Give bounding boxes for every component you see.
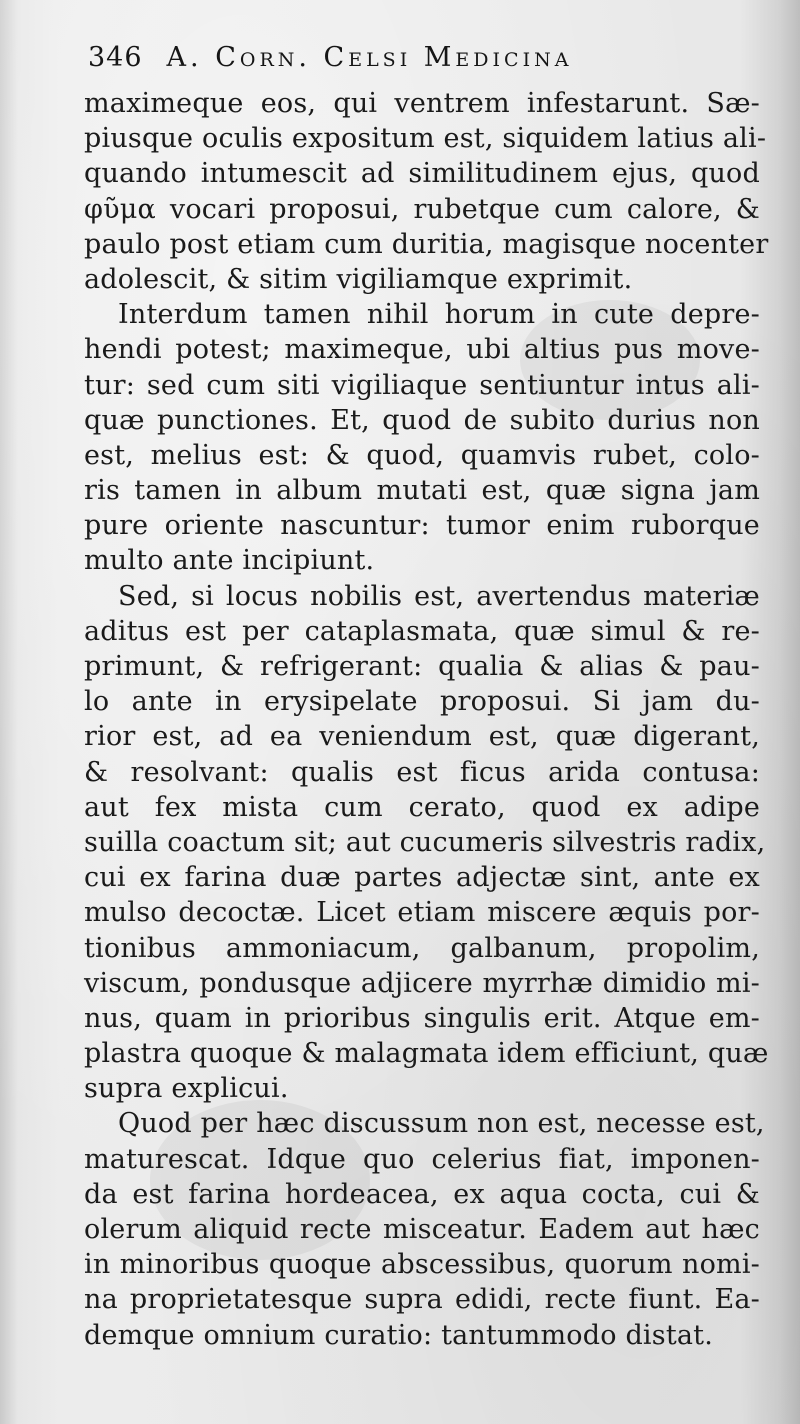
paragraph bbox=[84, 579, 769, 1107]
text-line: & resolvant: qualis est ficus arida contusa: bbox=[84, 756, 760, 788]
text-line: paulo post etiam cum duritia, magisque nocenter bbox=[84, 228, 769, 260]
page-number: 346 bbox=[88, 42, 143, 73]
running-head: A. Corn. Celsi Medicina bbox=[166, 42, 573, 73]
text-line: primunt, & refrigerant: qualia & alias & pau- bbox=[84, 651, 760, 682]
text-line: demque omnium curatio: tantummodo distat. bbox=[84, 1319, 714, 1351]
text-line: est, melius est: & quod, quamvis rubet, colo- bbox=[84, 439, 760, 471]
text-line: tionibus ammoniacum, galbanum, propolim, bbox=[84, 932, 760, 964]
paragraph bbox=[84, 86, 769, 297]
text-line: φῦμα vocari proposui, rubetque cum calore, & bbox=[84, 193, 760, 225]
text-line: aditus est per cataplasmata, quæ simul & re- bbox=[84, 615, 760, 647]
text-line: aut fex mista cum cerato, quod ex adipe bbox=[84, 791, 760, 823]
text-line: Quod per hæc discussum non est, necesse est, bbox=[118, 1108, 765, 1140]
text-line: nus, quam in prioribus singulis erit. Atque em- bbox=[84, 1002, 760, 1034]
text-line: adolescit, & sitim vigiliamque exprimit. bbox=[84, 263, 633, 295]
text-line: rior est, ad ea veniendum est, quæ digerant, bbox=[84, 721, 760, 753]
page-header bbox=[88, 42, 688, 86]
text-line: lo ante in erysipelate proposui. Si jam du- bbox=[84, 686, 760, 718]
text-line: mulso decoctæ. Licet etiam miscere æquis por- bbox=[84, 897, 760, 929]
text-line: piusque oculis expositum est, siquidem latius ali- bbox=[84, 123, 767, 155]
text-line: multo ante incipiunt. bbox=[84, 545, 375, 577]
text-line: na proprietatesque supra edidi, recte fiunt. Ea- bbox=[84, 1284, 760, 1316]
text-line: supra explicui. bbox=[84, 1073, 289, 1105]
text-line: cui ex farina duæ partes adjectæ sint, ante ex bbox=[84, 862, 760, 894]
body-text bbox=[84, 86, 769, 1353]
text-line: Sed, si locus nobilis est, avertendus materiæ bbox=[118, 580, 760, 612]
text-line: maximeque eos, qui ventrem infestarunt. Sæ- bbox=[84, 88, 760, 119]
text-line: suilla coactum sit; aut cucumeris silvestris radix, bbox=[84, 826, 766, 858]
text-line: maturescat. Idque quo celerius fiat, imponen- bbox=[84, 1143, 760, 1175]
text-line: da est farina hordeacea, ex aqua cocta, cui & bbox=[84, 1178, 760, 1210]
text-line: Interdum tamen nihil horum in cute depre- bbox=[118, 299, 760, 331]
text-line: pure oriente nascuntur: tumor enim ruborque bbox=[84, 510, 760, 542]
paragraph bbox=[84, 1106, 765, 1352]
text-line: viscum, pondusque adjicere myrrhæ dimidio mi- bbox=[84, 967, 760, 999]
text-line: olerum aliquid recte misceatur. Eadem aut hæc bbox=[84, 1214, 760, 1245]
paragraph bbox=[84, 297, 760, 579]
text-line: quæ punctiones. Et, quod de subito durius non bbox=[84, 404, 760, 436]
text-line: quando intumescit ad similitudinem ejus, quod bbox=[84, 158, 760, 190]
text-line: hendi potest; maximeque, ubi altius pus move- bbox=[84, 334, 760, 366]
text-line: plastra quoque & malagmata idem efficiunt, quæ bbox=[84, 1038, 769, 1070]
text-line: in minoribus quoque abscessibus, quorum nomi- bbox=[84, 1249, 760, 1281]
text-line: tur: sed cum siti vigiliaque sentiuntur intus ali- bbox=[84, 369, 760, 401]
text-line: ris tamen in album mutati est, quæ signa jam bbox=[84, 475, 760, 507]
